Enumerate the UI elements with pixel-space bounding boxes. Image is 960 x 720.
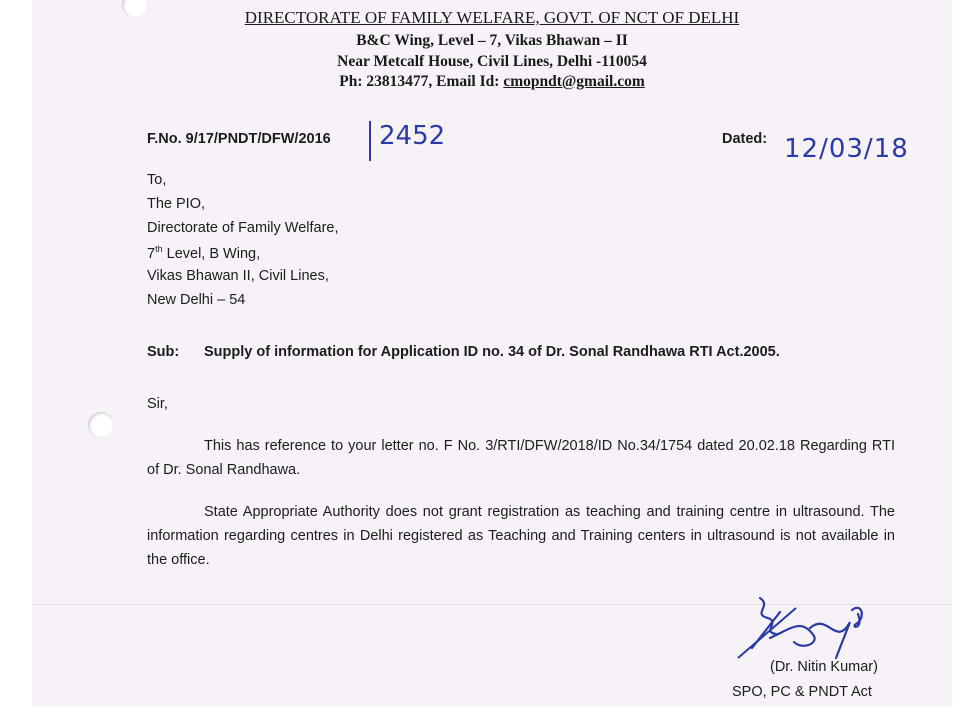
letterhead-org: DIRECTORATE OF FAMILY WELFARE, GOVT. OF NCT OF DELHI [244,8,740,27]
level-number: 7 [147,245,156,262]
address-line: Vikas Bhawan II, Civil Lines, [147,268,329,284]
address-line: The PIO, [147,196,206,212]
address-line [147,244,260,262]
level-superscript: th [155,244,163,254]
signature-scribble [732,588,892,668]
file-number: F.No. 9/17/PNDT/DFW/2016 [147,131,331,147]
subject-text: Supply of information for Application ID no. 34 of Dr. Sonal Randhawa RTI Act.2005. [204,344,780,360]
signatory-name: (Dr. Nitin Kumar) [770,659,878,675]
letterhead-contact [32,73,952,91]
address-to: To, [147,172,167,188]
punch-hole-left [88,412,114,438]
body-paragraph-1: This has reference to your letter no. F No. 3/RTI/DFW/2018/ID No.34/1754 dated 20.02.18 Regarding RTI of Dr. Sonal Randhawa. [147,438,895,478]
body-paragraph-2: State Appropriate Authority does not grant registration as teaching and training centre in ultrasound. The information regarding centres in Delhi registered as Teaching and Training centers in ultrasound is not available in the office. [147,504,895,568]
signatory-designation: SPO, PC & PNDT Act [732,684,872,700]
handwritten-dispatch-number: 2452 [369,121,445,161]
email-link[interactable]: cmopndt@gmail.com [503,73,645,90]
level-text: Level, B Wing, [166,245,261,262]
phone-text: Ph: 23813477, Email Id: [339,73,504,90]
salutation: Sir, [147,396,168,412]
letterhead-address-line: B&C Wing, Level – 7, Vikas Bhawan – II [356,32,628,49]
subject-label: Sub: [147,344,180,360]
address-line: New Delhi – 54 [147,292,246,308]
letter-page [32,0,952,706]
address-line: Directorate of Family Welfare, [147,220,339,236]
letterhead-address-line: Near Metcalf House, Civil Lines, Delhi -110054 [337,53,647,70]
handwritten-date: 12/03/18 [784,134,909,164]
dated-label: Dated: [722,131,768,147]
